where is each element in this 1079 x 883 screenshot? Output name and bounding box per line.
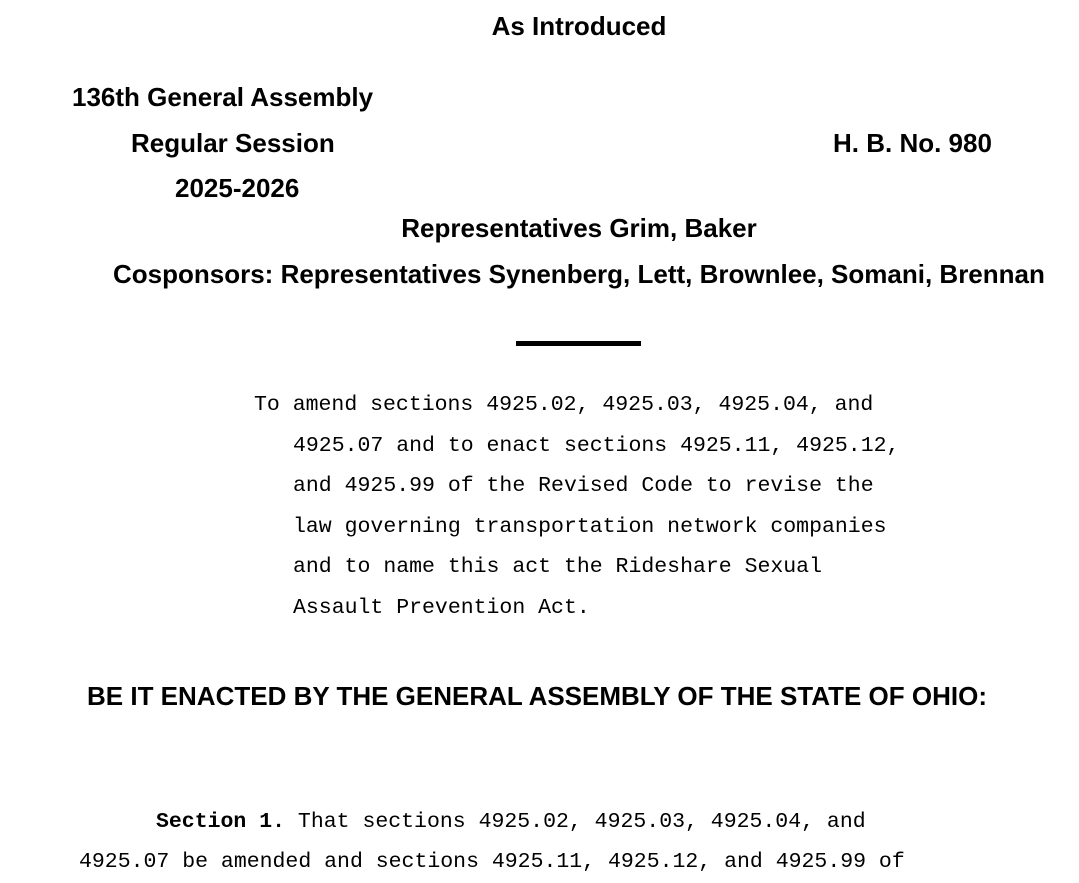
section-1-first-line: [156, 810, 866, 834]
primary-sponsors: Representatives Grim, Baker: [401, 213, 757, 243]
bill-title-line: and 4925.99 of the Revised Code to revise the: [293, 474, 874, 499]
title-divider: [516, 341, 641, 346]
session-label: Regular Session: [131, 128, 335, 158]
bill-status: As Introduced: [491, 11, 667, 41]
bill-title-line: Assault Prevention Act.: [293, 595, 590, 620]
section-1-label: Section 1.: [156, 810, 286, 834]
general-assembly-label: 136th General Assembly: [72, 82, 374, 112]
bill-number: H. B. No. 980: [833, 128, 992, 158]
enacting-clause: BE IT ENACTED BY THE GENERAL ASSEMBLY OF THE STATE OF OHIO:: [87, 681, 987, 711]
bill-title-line: and to name this act the Rideshare Sexual: [293, 555, 822, 580]
session-years: 2025-2026: [175, 173, 300, 203]
bill-title-line: law governing transportation network companies: [293, 514, 887, 539]
cosponsors: Cosponsors: Representatives Synenberg, Lett, Brownlee, Somani, Brennan: [113, 259, 1045, 289]
bill-title-line: 4925.07 and to enact sections 4925.11, 4925.12,: [293, 433, 900, 458]
bill-title-line: To amend sections 4925.02, 4925.03, 4925.04, and: [254, 393, 874, 417]
bill-title: [254, 385, 1014, 629]
section-1-text: That sections 4925.02, 4925.03, 4925.04, and: [285, 810, 866, 834]
section-1-second-line: 4925.07 be amended and sections 4925.11, 4925.12, and 4925.99 of: [79, 850, 905, 874]
